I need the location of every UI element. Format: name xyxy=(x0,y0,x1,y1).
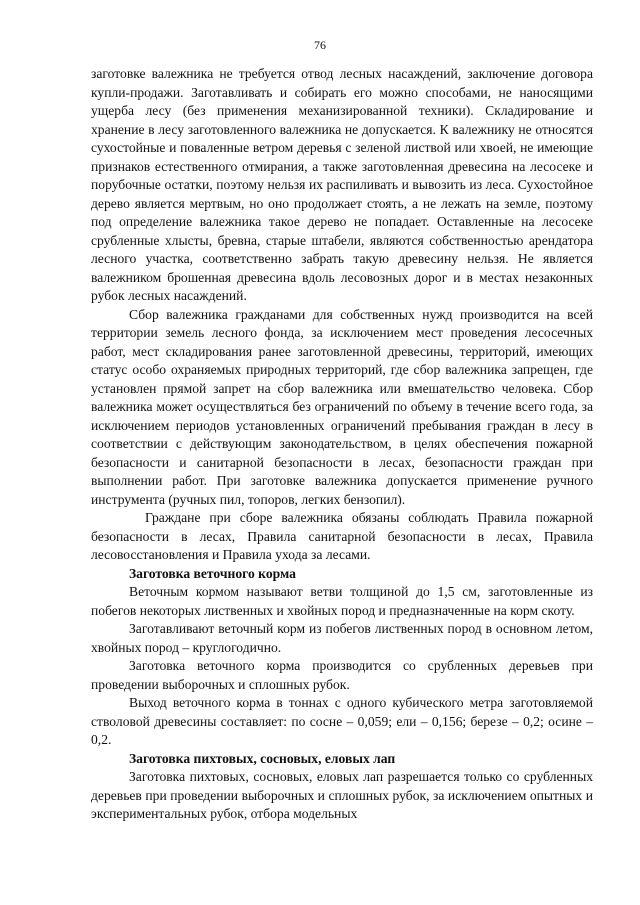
page-content xyxy=(91,65,593,824)
paragraph-branch-fodder-source: Заготовка веточного корма производится со срубленных деревьев при проведении выборочных и сплошных рубок. xyxy=(91,658,593,692)
paragraph-deadwood-rules: заготовке валежника не требуется отвод лесных насаждений, заключение договора купли-продажи. Заготавливать и собирать его можно способами, не наносящими ущерба лесу (без применения механизированной техники). Складирование и хранение в лесу заготовленного валежника не допускается. К валежнику не относятся сухостойные и поваленные ветром деревья с зеленой листвой или хвоей, не имеющие признаков естественного отмирания, а также заготовленная древесина на лесосеке и порубочные остатки, поэтому нельзя их распиливать и вывозить из леса. Сухостойное дерево является мертвым, но оно продолжает стоять, а не лежать на земле, поэтому под определение валежника такое дерево не попадает. Оставленные на лесосеке срубленные хлысты, бревна, старые штабели, являются собственностью арендатора лесного участка, соответственно забрать такую древесину нельзя. Не является валежником брошенная древесина вдоль лесовозных дорог и в местах незаконных рубок лесных насаждений. xyxy=(91,66,593,303)
paragraph-branch-fodder-yield: Выход веточного корма в тоннах с одного кубического метра заготовляемой стволовой древесины составляет: по сосне – 0,059; ели – 0,156; березе – 0,2; осине – 0,2. xyxy=(91,695,593,747)
paragraph-conifer-branches: Заготовка пихтовых, сосновых, еловых лап разрешается только со срубленных деревьев при проведении выборочных и сплошных рубок, за исключением опытных и экспериментальных рубок, отбора модельных xyxy=(91,769,593,821)
page-number: 76 xyxy=(314,38,326,52)
heading-conifer-branches: Заготовка пихтовых, сосновых, еловых лап xyxy=(129,750,396,766)
paragraph-branch-fodder-definition: Веточным кормом называют ветви толщиной до 1,5 см, заготовленные из побегов некоторых лиственных и хвойных пород и предназначенные на корм скоту. xyxy=(91,584,593,618)
heading-branch-fodder: Заготовка веточного корма xyxy=(129,565,296,581)
paragraph-citizen-obligations: Граждане при сборе валежника обязаны соблюдать Правила пожарной безопасности в лесах, Правила санитарной безопасности в лесах, Правила лесовосстановления и Правила ухода за лесами. xyxy=(91,510,593,562)
paragraph-branch-fodder-season: Заготавливают веточный корм из побегов лиственных пород в основном летом, хвойных пород – круглогодично. xyxy=(91,621,593,655)
paragraph-deadwood-collection: Сбор валежника гражданами для собственных нужд производится на всей территории земель лесного фонда, за исключением мест проведения лесосечных работ, мест складирования ранее заготовленной древесины, территорий, имеющих статус особо охраняемых природных территорий, где сбор валежника запрещен, где установлен прямой запрет на сбор валежника или вмешательство человека. Сбор валежника может осуществляться без ограничений по объему в течение всего года, за исключением периодов установленных ограничений пребывания граждан в лесу в соответствии с действующим законодательством, в целях обеспечения пожарной безопасности и санитарной безопасности в лесах, безопасности граждан при выполнении работ. При заготовке валежника допускается применение ручного инструмента (ручных пил, топоров, легких бензопил). xyxy=(91,306,593,507)
